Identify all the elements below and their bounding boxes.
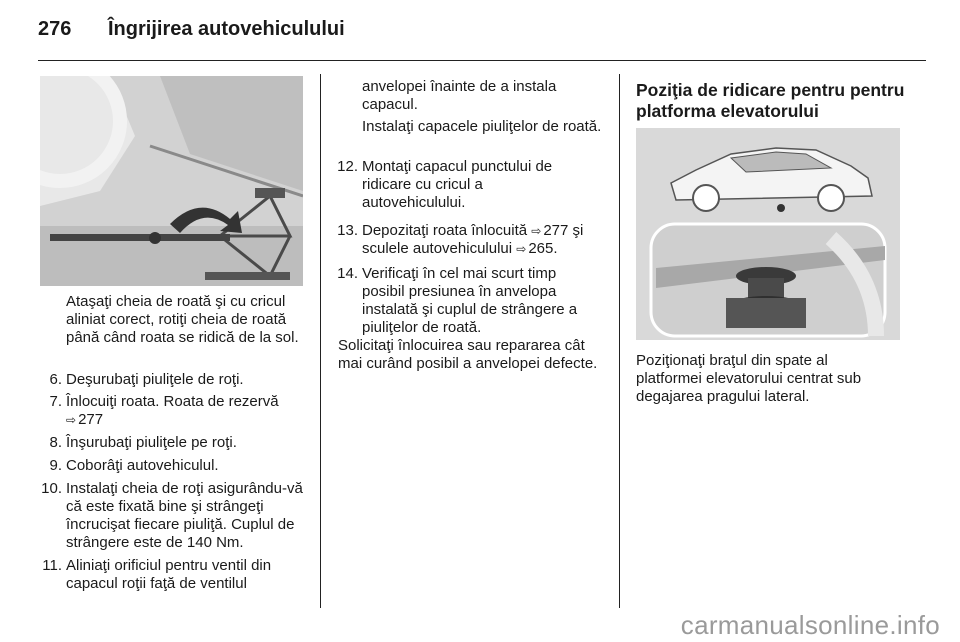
watermark: carmanualsonline.info xyxy=(680,610,940,640)
col2-continuation-2: Instalaţi capacele piuliţelor de roată. xyxy=(362,118,602,135)
page-ref-icon: ⇨ 277 xyxy=(531,222,568,239)
page-ref-icon: ⇨ 265. xyxy=(516,240,557,257)
column-divider-right xyxy=(619,74,620,608)
header-rule xyxy=(38,60,926,61)
page-number: 276 xyxy=(38,18,72,40)
section-heading: Poziţia de ridicare pentru pentru platforma elevatorului xyxy=(636,80,905,121)
column-divider-left xyxy=(320,74,321,608)
col2-continuation: anvelopei înainte de a instala capacul. xyxy=(362,78,557,113)
page-title: Îngrijirea autovehiculului xyxy=(108,18,345,40)
col2-closing: Solicitaţi înlocuirea sau repararea cât mai curând posibil a anvelopei defecte. xyxy=(338,337,598,372)
jack-illustration xyxy=(40,76,303,286)
page-ref-icon: ⇨ 277 xyxy=(66,411,103,428)
page-header xyxy=(38,18,345,41)
col3-body: Poziţionaţi braţul din spate al platformei elevatorului centrat sub degajarea pragului lateral. xyxy=(636,352,862,405)
col1-caption: Ataşaţi cheia de roată şi cu cricul aliniat corect, rotiţi cheia de roată până când roata se ridică de la sol. xyxy=(66,293,299,346)
lift-platform-illustration xyxy=(636,128,900,340)
